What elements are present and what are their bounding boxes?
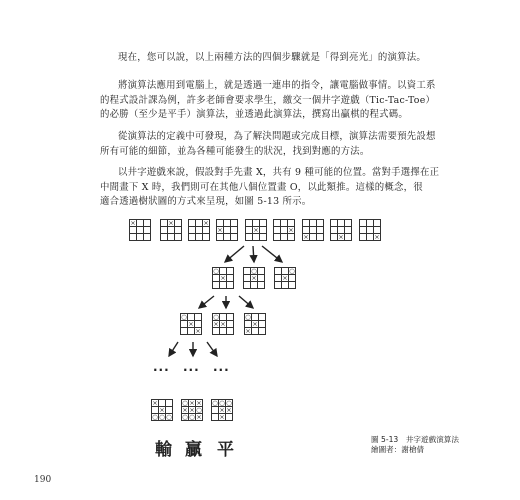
board-cell: ○ <box>181 314 187 321</box>
arrow <box>253 246 254 262</box>
board-cell: ○ <box>251 268 257 275</box>
board-cell: ○ <box>196 407 202 414</box>
board-cell: × <box>182 407 188 414</box>
board-cell: × <box>245 328 251 335</box>
text-line: 的程式設計課為例，許多老師會要求學生，繳交一個井字遊戲（Tic-Tac-Toe） <box>100 94 436 106</box>
text-line: 中間畫下 X 時，我們則可在其他八個位置畫 O，以此類推。這樣的概念，很 <box>100 181 423 193</box>
board-cell: × <box>188 321 194 328</box>
text-line: 適合透過樹狀圖的方式來呈現，如圖 5-13 所示。 <box>100 196 312 207</box>
arrow <box>262 246 282 262</box>
board-cell: × <box>152 400 158 407</box>
board-cell: ○ <box>212 400 218 407</box>
board-cell: × <box>189 407 195 414</box>
page-number: 190 <box>34 475 52 485</box>
board-cell: × <box>203 220 209 227</box>
board-cell: × <box>213 321 219 328</box>
board-cell: × <box>219 407 225 414</box>
board-cell: ○ <box>219 400 225 407</box>
board-cell: ○ <box>152 414 158 421</box>
arrow <box>169 342 178 356</box>
board-cell: ○ <box>189 414 195 421</box>
caption-title: 圖 5-13 井字遊戲演算法 <box>371 435 459 444</box>
board-cell: × <box>159 407 165 414</box>
board-cell: × <box>374 234 380 241</box>
caption-illustrator: 繪圖者：謝槍倩 <box>371 445 425 454</box>
board-cell: × <box>195 328 201 335</box>
board-cell: × <box>303 234 309 241</box>
board-cell: ○ <box>213 314 219 321</box>
ellipsis-dots: ... <box>153 360 170 374</box>
text-line: 現在，您可以說，以上兩種方法的四個步驟就是「得到亮光」的演算法。 <box>118 52 427 63</box>
arrow <box>199 296 214 308</box>
board-cell: × <box>189 400 195 407</box>
text-line: 所有可能的細節，並為各種可能發生的狀況，找到對應的方法。 <box>100 145 370 157</box>
board-cell: ○ <box>289 268 295 275</box>
board-cell: ○ <box>159 414 165 421</box>
result-lose-label: 輸 <box>155 440 172 460</box>
board-cell: × <box>219 414 225 421</box>
result-draw-label: 平 <box>217 440 234 460</box>
arrow <box>225 246 244 262</box>
board-cell: ○ <box>245 314 251 321</box>
text-line: 將演算法應用到電腦上，就是透過一連串的指令，讓電腦做事情。以資工系 <box>118 80 436 91</box>
arrow <box>207 342 217 356</box>
board-cell: ○ <box>182 400 188 407</box>
text-line: 以井字遊戲來說，假設對手先畫 X，共有 9 種可能的位置。當對手選擇在正 <box>118 167 440 178</box>
board-cell: × <box>251 275 257 282</box>
ellipsis-dots: ... <box>213 360 230 374</box>
board-cell: × <box>282 275 288 282</box>
board-cell: ○ <box>166 414 172 421</box>
board-cell: ○ <box>226 400 232 407</box>
board-cell: × <box>196 414 202 421</box>
board-cell: × <box>130 220 136 227</box>
board-cell: ○ <box>182 414 188 421</box>
board-cell: × <box>220 275 226 282</box>
board-cell: × <box>338 234 344 241</box>
board-cell: × <box>220 321 226 328</box>
text-line: 從演算法的定義中可發現，為了解決問題或完成目標，演算法需要預先設想 <box>118 131 436 142</box>
board-cell: × <box>217 227 223 234</box>
result-win-label: 贏 <box>185 440 202 460</box>
figure-caption <box>371 435 459 455</box>
board-cell: × <box>253 227 259 234</box>
text-line: 的必勝（至少是平手）演算法，並透過此演算法，撰寫出贏棋的程式碼。 <box>100 109 409 120</box>
ellipsis-dots: ... <box>183 360 200 374</box>
arrow <box>239 296 253 308</box>
board-cell: × <box>196 400 202 407</box>
board-cell: ○ <box>213 268 219 275</box>
board-cell: × <box>226 407 232 414</box>
board-cell: × <box>252 321 258 328</box>
board-cell: × <box>168 220 174 227</box>
board-cell: × <box>288 227 294 234</box>
